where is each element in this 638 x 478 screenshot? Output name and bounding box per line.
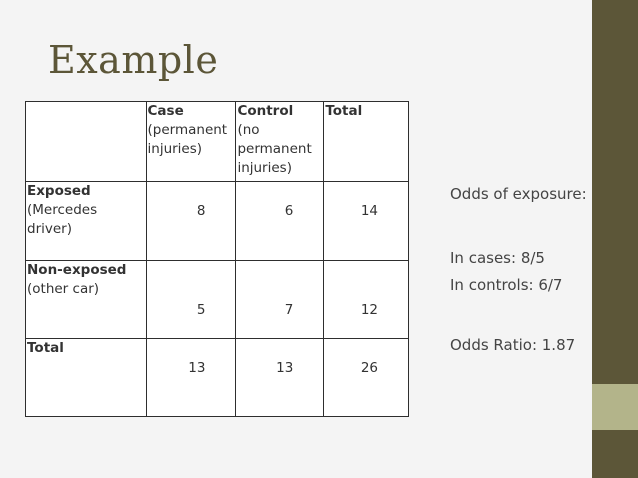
decorative-sidebar-accent	[592, 384, 638, 430]
cell-total-control: 13	[236, 339, 324, 417]
contingency-table	[25, 101, 409, 417]
header-total	[324, 102, 409, 182]
header-control-sub: (no permanent injuries)	[237, 122, 312, 176]
cell-total-case: 13	[146, 339, 236, 417]
odds-controls: In controls: 6/7	[450, 276, 563, 294]
table-row-exposed	[26, 182, 409, 261]
row-total-title: Total	[27, 340, 64, 356]
header-control	[236, 102, 324, 182]
row-label-exposed	[26, 182, 147, 261]
header-control-title: Control	[237, 103, 294, 119]
header-case-title: Case	[147, 103, 184, 119]
cell-nonexposed-case: 5	[146, 261, 236, 339]
cell-nonexposed-total: 12	[324, 261, 409, 339]
header-case	[146, 102, 236, 182]
row-exposed-title: Exposed	[27, 183, 91, 199]
row-nonexposed-title: Non-exposed	[27, 262, 127, 278]
cell-nonexposed-control: 7	[236, 261, 324, 339]
slide-title: Example	[48, 38, 219, 82]
row-label-nonexposed	[26, 261, 147, 339]
odds-cases: In cases: 8/5	[450, 249, 545, 267]
header-case-sub: (permanent injuries)	[147, 122, 228, 157]
odds-ratio: Odds Ratio: 1.87	[450, 336, 576, 354]
cell-total-total: 26	[324, 339, 409, 417]
row-label-total	[26, 339, 147, 417]
odds-heading: Odds of exposure:	[450, 185, 587, 203]
row-exposed-sub: (Mercedes driver)	[27, 202, 98, 237]
notes-spacer	[450, 205, 587, 227]
cell-exposed-case: 8	[146, 182, 236, 261]
cell-exposed-control: 6	[236, 182, 324, 261]
table-row-nonexposed	[26, 261, 409, 339]
header-total-title: Total	[325, 103, 363, 119]
table-corner-cell	[26, 102, 147, 182]
cell-exposed-total: 14	[324, 182, 409, 261]
table-header-row	[26, 102, 409, 182]
row-nonexposed-sub: (other car)	[27, 281, 100, 297]
table-row-total	[26, 339, 409, 417]
odds-notes	[450, 183, 587, 356]
